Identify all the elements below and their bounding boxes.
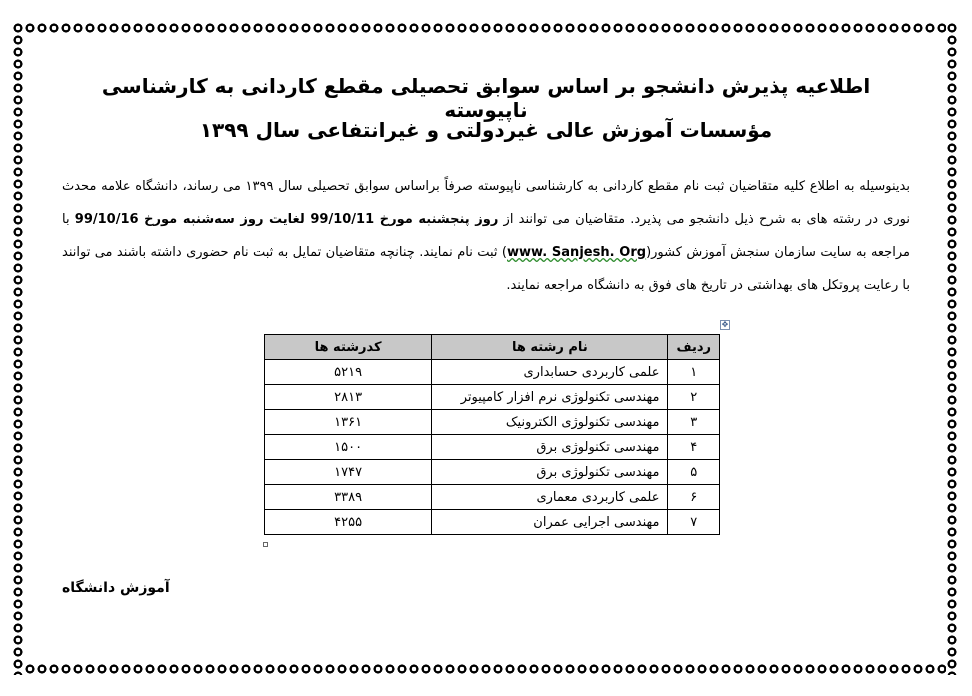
row-index: ۲ <box>668 385 720 410</box>
row-name: مهندسی تکنولوژی برق <box>432 460 668 485</box>
row-code: ۵۲۱۹ <box>265 360 432 385</box>
page-border-top <box>12 22 958 34</box>
table-row <box>265 410 720 435</box>
row-code: ۳۳۸۹ <box>265 485 432 510</box>
row-name: مهندسی تکنولوژی الکترونیک <box>432 410 668 435</box>
row-index: ۶ <box>668 485 720 510</box>
page-border-right <box>946 22 958 675</box>
signature: آموزش دانشگاه <box>62 580 170 596</box>
table-header-row <box>265 335 720 360</box>
table-row <box>265 460 720 485</box>
table-row <box>265 385 720 410</box>
document-subtitle: مؤسسات آموزش عالی غیردولتی و غیرانتفاعی سال ۱۳۹۹ <box>199 118 773 142</box>
row-index: ۷ <box>668 510 720 535</box>
page-border-bottom <box>12 663 958 675</box>
row-code: ۱۳۶۱ <box>265 410 432 435</box>
row-code: ۴۲۵۵ <box>265 510 432 535</box>
row-code: ۲۸۱۳ <box>265 385 432 410</box>
move-icon[interactable]: ✥ <box>721 320 729 329</box>
row-index: ۴ <box>668 435 720 460</box>
announcement-paragraph <box>62 170 910 302</box>
row-name: علمی کاربردی حسابداری <box>432 360 668 385</box>
row-name: علمی کاربردی معماری <box>432 485 668 510</box>
row-name: مهندسی اجرایی عمران <box>432 510 668 535</box>
header-code: کدرشته ها <box>265 335 432 360</box>
paragraph-text-3: ) ثبت نام نمایند. چنانچه متقاضیان تمایل به ثبت نام حضوری داشته باشند می توانند با رعایت پروتکل های بهداشتی در تاریخ های فوق به دانشگاه مراجعه نمایند. <box>62 245 910 293</box>
row-code: ۱۵۰۰ <box>265 435 432 460</box>
row-code: ۱۷۴۷ <box>265 460 432 485</box>
row-index: ۵ <box>668 460 720 485</box>
fields-table <box>264 334 720 535</box>
page-border-left <box>12 22 24 675</box>
table-resize-handle[interactable] <box>263 542 268 547</box>
row-index: ۳ <box>668 410 720 435</box>
sanjesh-website-link[interactable]: www. Sanjesh. Org <box>507 245 647 260</box>
table-row <box>265 510 720 535</box>
table-row <box>265 360 720 385</box>
row-index: ۱ <box>668 360 720 385</box>
paragraph-text-1: بدینوسیله به اطلاع کلیه متقاضیان ثبت نام مقطع کاردانی به کارشناسی ناپیوسته صرفاً براساس سوابق تحصیلی سال ۱۳۹۹ می رساند، دانشگاه علامه محدث نوری در رشته های به شرح ذیل دانشجو می پذیرد. متقاضیان می توانند از <box>62 179 910 227</box>
paragraph-date-range: روز پنجشنبه مورخ 99/10/11 لغایت روز سه‌شنبه مورخ 99/10/16 <box>74 212 499 227</box>
header-index: ردیف <box>668 335 720 360</box>
table-row <box>265 485 720 510</box>
table-row <box>265 435 720 460</box>
document-title: اطلاعیه پذیرش دانشجو بر اساس سوابق تحصیلی مقطع کاردانی به کارشناسی ناپیوسته <box>101 74 871 122</box>
row-name: مهندسی تکنولوژی برق <box>432 435 668 460</box>
row-name: مهندسی تکنولوژی نرم افزار کامپیوتر <box>432 385 668 410</box>
header-name: نام رشته ها <box>432 335 668 360</box>
paragraph-text-2: با مراجعه به سایت سازمان سنجش آموزش کشور( <box>62 212 910 260</box>
